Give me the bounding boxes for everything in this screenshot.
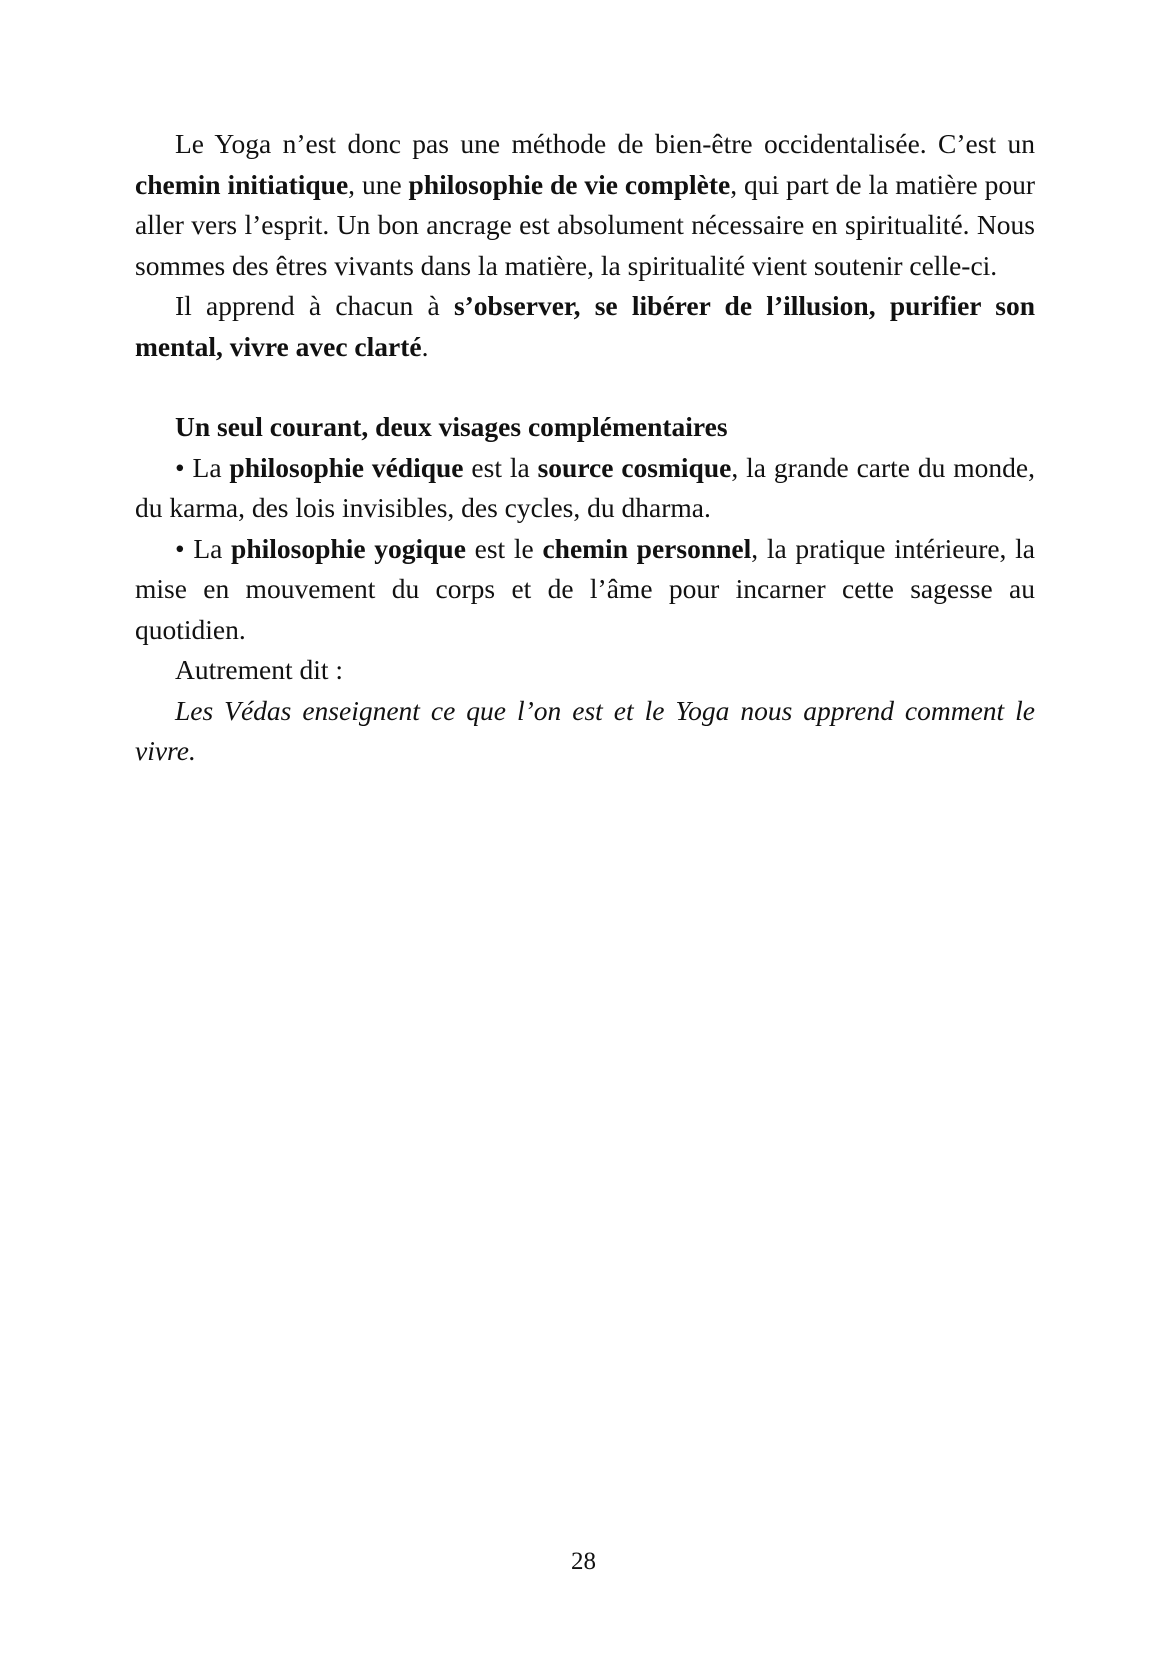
text-run: . — [421, 330, 429, 362]
bold-philosophie-yogique: philosophie yogique — [231, 532, 466, 564]
text-run: , la pratique intérieure, la mise en mouvement du corps et de l’âme pour incarner cette sagesse au quotidien. — [135, 532, 1035, 645]
text-run: est la — [463, 451, 538, 483]
bold-source-cosmique: source cosmique — [537, 451, 732, 483]
text-run: • La — [175, 532, 232, 564]
quote-text: Les Védas enseignent ce que l’on est et le Yoga nous apprend comment le vivre. — [135, 694, 1035, 766]
transition-line: Autrement dit : — [175, 654, 344, 685]
paragraph-teaching — [135, 286, 1035, 367]
paragraph-yoga-path — [135, 124, 1035, 286]
bold-teaching-list: s’observer, se libérer de l’illusion, purifier son mental, vivre avec clarté — [135, 290, 1035, 362]
bullet-yogic — [135, 529, 1035, 651]
page-number: 28 — [571, 1548, 596, 1575]
text-run: Il apprend à chacun à — [175, 290, 454, 321]
page-body — [135, 124, 1035, 772]
text-run: , la grande carte du monde, du karma, des lois invisibles, des cycles, du dharma. — [135, 451, 1035, 523]
text-run: Le Yoga n’est donc pas une méthode de bien-être occidentalisée. C’est un — [175, 128, 1035, 159]
paragraph-spacer — [135, 367, 1035, 407]
bold-philosophie-vedique: philosophie védique — [229, 451, 464, 483]
text-run: , qui part de la matière pour aller vers l’esprit. Un bon ancrage est absolument nécessaire en spiritualité. Nous sommes des êtres vivants dans la matière, la spiritualité vient soutenir celle-ci. — [135, 168, 1035, 281]
bold-philosophie-de-vie: philosophie de vie complète — [408, 168, 731, 200]
bold-chemin-initiatique: chemin initiatique — [135, 168, 349, 200]
bullet-vedic — [135, 448, 1035, 529]
bold-chemin-personnel: chemin personnel — [542, 532, 752, 564]
text-run: est le — [465, 532, 543, 564]
section-heading: Un seul courant, deux visages complémentaires — [175, 411, 728, 442]
text-run: , une — [348, 168, 409, 200]
italic-quote — [135, 691, 1035, 772]
text-run: • La — [175, 451, 230, 483]
